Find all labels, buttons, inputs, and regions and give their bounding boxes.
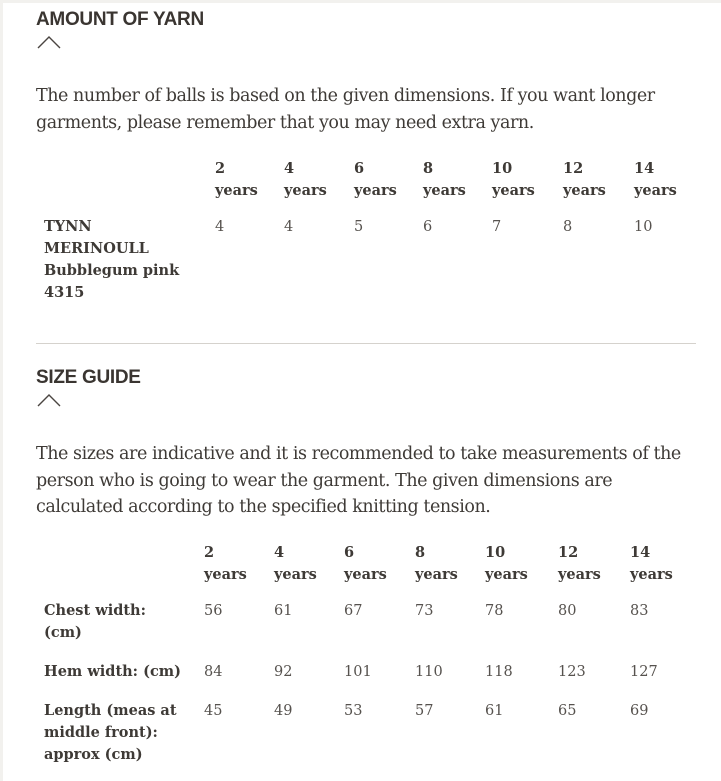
measure-value: 78 — [485, 603, 504, 619]
chevron-up-icon[interactable] — [36, 392, 62, 408]
size-header: 14 years — [630, 544, 673, 583]
measure-value: 49 — [274, 703, 293, 719]
size-section-title[interactable]: SIZE GUIDE — [36, 367, 141, 388]
measure-value: 57 — [415, 703, 434, 719]
size-header: 8 years — [415, 544, 458, 583]
size-header: 12 years — [563, 160, 606, 199]
size-header: 8 years — [423, 160, 466, 199]
measure-value: 69 — [630, 703, 649, 719]
measure-value: 73 — [415, 603, 434, 619]
size-header: 6 years — [344, 544, 387, 583]
measure-value: 53 — [344, 703, 363, 719]
size-header: 6 years — [354, 160, 397, 199]
measure-value: 92 — [274, 664, 293, 680]
size-header: 10 years — [492, 160, 535, 199]
measure-value: 67 — [344, 603, 363, 619]
measure-value: 65 — [558, 703, 577, 719]
measure-value: 56 — [204, 603, 223, 619]
measure-value: 61 — [485, 703, 504, 719]
yarn-header-row — [44, 158, 694, 216]
ball-count: 5 — [354, 219, 364, 235]
measure-value: 80 — [558, 603, 577, 619]
measure-value: 101 — [344, 664, 372, 680]
ball-count: 6 — [423, 219, 433, 235]
size-header: 4 years — [284, 160, 327, 199]
ball-count: 8 — [563, 219, 573, 235]
size-header: 2 years — [215, 160, 258, 199]
table-row — [44, 661, 690, 700]
size-header-row — [44, 542, 690, 600]
table-row — [44, 600, 690, 661]
size-table — [44, 542, 690, 781]
measure-value: 118 — [485, 664, 513, 680]
size-header: 2 years — [204, 544, 247, 583]
size-header: 12 years — [558, 544, 601, 583]
measure-value: 84 — [204, 664, 223, 680]
chevron-up-icon[interactable] — [36, 34, 62, 50]
measure-value: 123 — [558, 664, 586, 680]
measure-value: 45 — [204, 703, 223, 719]
header-blank — [44, 158, 215, 216]
measure-value: 127 — [630, 664, 658, 680]
table-row — [44, 216, 694, 321]
measure-value: 110 — [415, 664, 443, 680]
yarn-description: The number of balls is based on the given dimensions. If you want longer garments, please remember that you may need extra yarn. — [36, 86, 655, 133]
size-header: 14 years — [634, 160, 677, 199]
size-header: 4 years — [274, 544, 317, 583]
table-row — [44, 700, 690, 781]
measure-label: Hem width: (cm) — [44, 663, 181, 680]
yarn-name-label: TYNN MERINOULL Bubblegum pink 4315 — [44, 218, 180, 301]
size-description: The sizes are indicative and it is recommended to take measurements of the person who is going to wear the garment. The given dimensions are calculated according to the specified knitting tension. — [36, 444, 681, 517]
measure-label: Chest width: (cm) — [44, 602, 146, 641]
header-blank — [44, 542, 204, 600]
yarn-table — [44, 158, 694, 321]
measure-value: 83 — [630, 603, 649, 619]
measure-value: 61 — [274, 603, 293, 619]
size-header: 10 years — [485, 544, 528, 583]
ball-count: 10 — [634, 219, 653, 235]
ball-count: 4 — [215, 219, 225, 235]
ball-count: 7 — [492, 219, 502, 235]
section-divider — [36, 343, 696, 344]
ball-count: 4 — [284, 219, 294, 235]
yarn-section-title[interactable]: AMOUNT OF YARN — [36, 9, 204, 30]
measure-label: Length (meas at middle front): approx (cm) — [44, 702, 177, 763]
